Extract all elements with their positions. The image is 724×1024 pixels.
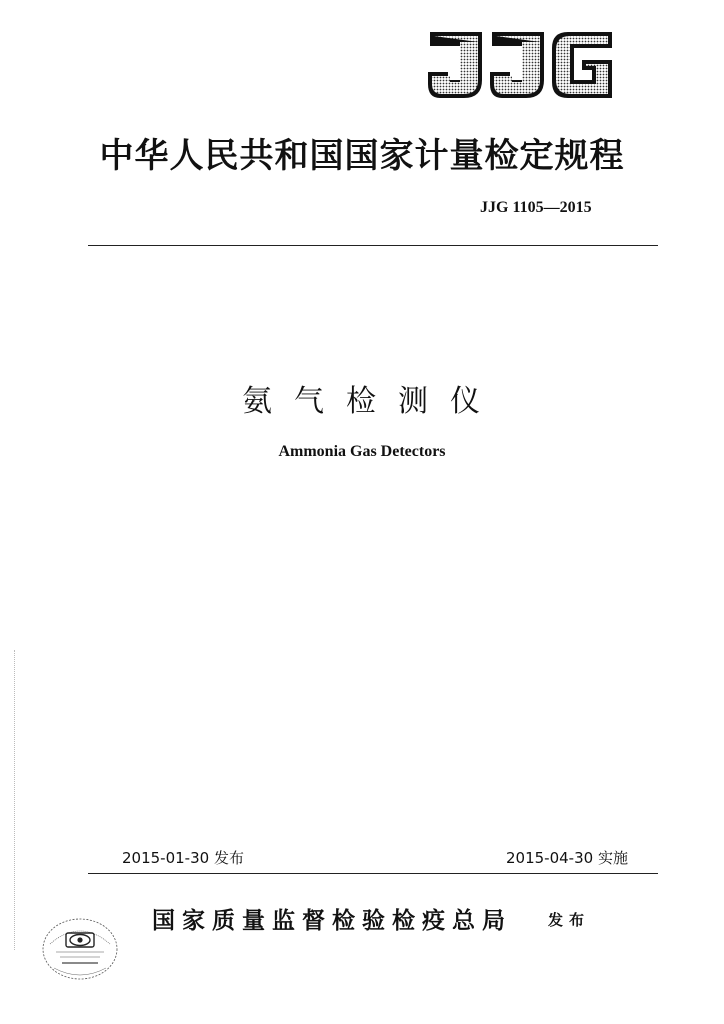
anti-counterfeit-stamp [40, 916, 120, 982]
standard-series-title: 中华人民共和国国家计量检定规程 [99, 136, 625, 176]
scan-edge-mark [14, 650, 15, 950]
top-divider [88, 245, 658, 246]
document-title-cn: 氨气检测仪 [242, 384, 502, 419]
publisher-name: 国家质量监督检验检疫总局 [152, 907, 512, 934]
issue-date: 2015-01-30 发布 [122, 849, 244, 867]
logo-letter-g [552, 32, 612, 98]
jjg-logo [424, 28, 616, 102]
eye-emblem-icon [66, 933, 94, 947]
logo-letter-j-first [428, 32, 482, 98]
logo-letter-j-second [490, 32, 544, 98]
document-title-en: Ammonia Gas Detectors [278, 443, 446, 460]
bottom-divider [88, 873, 658, 874]
implementation-date: 2015-04-30 实施 [506, 849, 628, 867]
publish-label: 发布 [548, 911, 591, 929]
standard-code: JJG 1105—2015 [480, 199, 592, 216]
